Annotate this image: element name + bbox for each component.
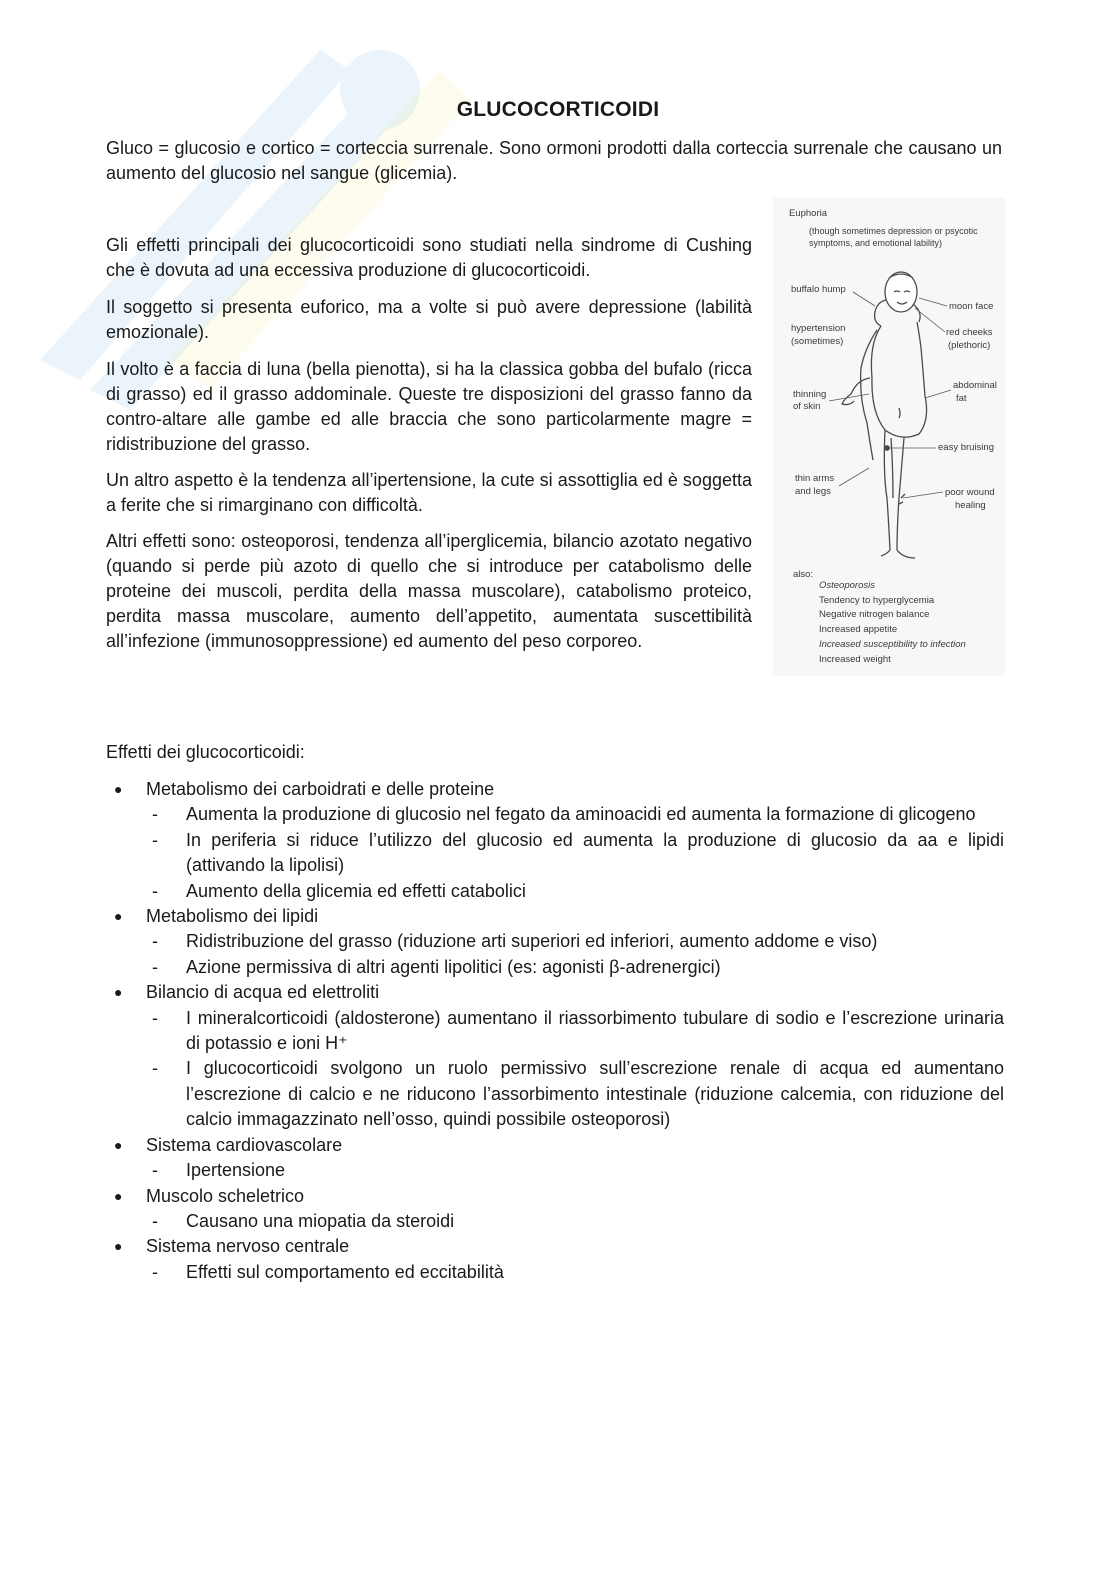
dash-icon: - [152, 1160, 158, 1181]
dash-icon: - [152, 956, 158, 977]
dash-icon: - [152, 931, 158, 952]
label-hypertension-1: hypertension [791, 323, 846, 334]
also-item: Increased susceptibility to infection [819, 639, 966, 650]
effect-label: Sistema nervoso centrale [146, 1236, 350, 1257]
list-item: - Effetti sul comportamento ed eccitabilità [146, 1260, 1004, 1285]
intro-paragraph: Gluco = glucosio e cortico = corteccia surrenale. Sono ormoni prodotti dalla corteccia surrenale che causano un aumento del glucosio nel sangue (glicemia). [106, 138, 1002, 183]
label-thinning-2: of skin [793, 401, 821, 412]
label-thin-arms-1: thin arms [795, 473, 835, 484]
effect-label: Muscolo scheletrico [146, 1185, 305, 1206]
list-item: - I mineralcorticoidi (aldosterone) aumentano il riassorbimento tubulare di sodio e l’escrezione urinaria di potassio e ioni H⁺ [152, 1007, 1004, 1054]
effect-water-electrolytes [106, 980, 1004, 1132]
bullet-icon: ● [114, 1238, 123, 1255]
label-buffalo-hump: buffalo hump [791, 284, 846, 295]
label-moon-face: moon face [949, 301, 994, 312]
effect-lipids [106, 904, 1004, 980]
paragraph-euphoria: Il soggetto si presenta euforico, ma a volte si può avere depressione (labilità emozionale). [106, 297, 752, 342]
effects-heading: Effetti dei glucocorticoidi: [106, 742, 305, 762]
effect-label: Bilancio di acqua ed elettroliti [146, 982, 380, 1003]
list-item: - Aumento della glicemia ed effetti catabolici [146, 879, 1004, 904]
label-poor-wound-2: healing [955, 500, 986, 511]
bullet-icon: ● [114, 908, 123, 925]
dash-icon: - [152, 829, 158, 850]
label-abdominal-1: abdominal [953, 380, 997, 391]
list-item: - Causano una miopatia da steroidi [146, 1209, 1004, 1234]
also-item: Negative nitrogen balance [819, 609, 930, 620]
list-item: - Ridistribuzione del grasso (riduzione arti superiori ed inferiori, aumento addome e viso) [146, 929, 1004, 954]
list-item: - Azione permissiva di altri agenti lipolitici (es: agonisti β-adrenergici) [146, 955, 1004, 980]
effect-label: Sistema cardiovascolare [146, 1134, 343, 1155]
paragraph-other-effects: Altri effetti sono: osteoporosi, tendenza all’iperglicemia, bilancio azotato negativo (quando si perde più azoto di quello che si introduce per catabolismo delle proteine dei muscoli, perdita della massa muscolare), catabolismo proteico, perdita massa muscolare, aumento dell’appetito, aumentata suscettibilità all’infezione (immunosoppressione) ed aumento del peso corporeo. [106, 531, 752, 651]
list-item: - Aumenta la produzione di glucosio nel fegato da aminoacidi ed aumenta la formazione di glicogeno [146, 802, 1004, 827]
effects-list [106, 777, 1004, 1285]
label-thin-arms-2: and legs [795, 486, 831, 497]
dash-icon: - [152, 880, 158, 901]
bullet-icon: ● [114, 781, 123, 797]
label-poor-wound-1: poor wound [945, 487, 995, 498]
paragraph-cushing: Gli effetti principali dei glucocorticoidi sono studiati nella sindrome di Cushing che è dovuta ad una eccessiva produzione di glucocorticoidi. [106, 235, 752, 280]
effect-carbohydrates-proteins [106, 777, 1004, 904]
dash-icon: - [152, 1261, 158, 1282]
label-red-cheeks-2: (plethoric) [948, 340, 991, 351]
label-euphoria-note-2: symptoms, and emotional lability) [809, 238, 943, 248]
list-item: - Ipertensione [146, 1158, 1004, 1183]
also-item: Increased appetite [819, 624, 898, 635]
effect-label: Metabolismo dei carboidrati e delle proteine [146, 779, 495, 799]
also-item: Tendency to hyperglycemia [819, 595, 935, 606]
dash-icon: - [152, 1210, 158, 1231]
label-abdominal-2: fat [956, 393, 967, 404]
effect-skeletal-muscle [106, 1184, 1004, 1235]
label-red-cheeks-1: red cheeks [946, 327, 993, 338]
list-item: - I glucocorticoidi svolgono un ruolo permissivo sull’escrezione renale di acqua ed aumentano l’escrezione di calcio e ne riducono l’assorbimento intestinale (riduzione calcemia, con riduzione del calcio immagazzinato nell’osso, quindi possibile osteoporosi) [152, 1058, 1004, 1130]
dash-icon: - [152, 1007, 158, 1028]
also-item: Osteoporosis [819, 580, 875, 591]
label-also: also: [793, 569, 814, 580]
also-item: Increased weight [819, 654, 891, 665]
bullet-icon: ● [114, 1187, 123, 1204]
watermark-logo [20, 30, 500, 410]
label-hypertension-2: (sometimes) [791, 336, 844, 347]
effect-cardiovascular [106, 1133, 1004, 1184]
paragraph-hypertension: Un altro aspetto è la tendenza all’ipertensione, la cute si assottiglia ed è soggetta a ferite che si rimarginano con difficoltà. [106, 470, 752, 515]
dash-icon: - [152, 804, 158, 825]
effect-label: Metabolismo dei lipidi [146, 906, 319, 927]
page-title: GLUCOCORTICOIDI [456, 98, 660, 121]
paragraph-fat-distribution: Il volto è a faccia di luna (bella pienotta), si ha la classica gobba del bufalo (ricca di grasso) ed il grasso addominale. Queste tre disposizioni del grasso fanno da contro-altare alle gambe ed alle braccia che sono particolarmente magre = ridistribuzione del grasso. [106, 359, 752, 454]
label-euphoria: Euphoria [789, 208, 828, 219]
bullet-icon: ● [114, 984, 123, 1001]
effect-central-nervous-system [106, 1234, 1004, 1285]
dash-icon: - [152, 1058, 158, 1079]
cushing-syndrome-figure [773, 198, 1005, 676]
list-item: - In periferia si riduce l’utilizzo del glucosio ed aumenta la produzione di glucosio da aa e lipidi (attivando la lipolisi) [152, 829, 1004, 876]
label-euphoria-note-1: (though sometimes depression or psycotic [809, 226, 978, 236]
bullet-icon: ● [114, 1136, 123, 1153]
label-thinning-1: thinning [793, 389, 827, 400]
label-easy-bruising: easy bruising [938, 442, 994, 453]
